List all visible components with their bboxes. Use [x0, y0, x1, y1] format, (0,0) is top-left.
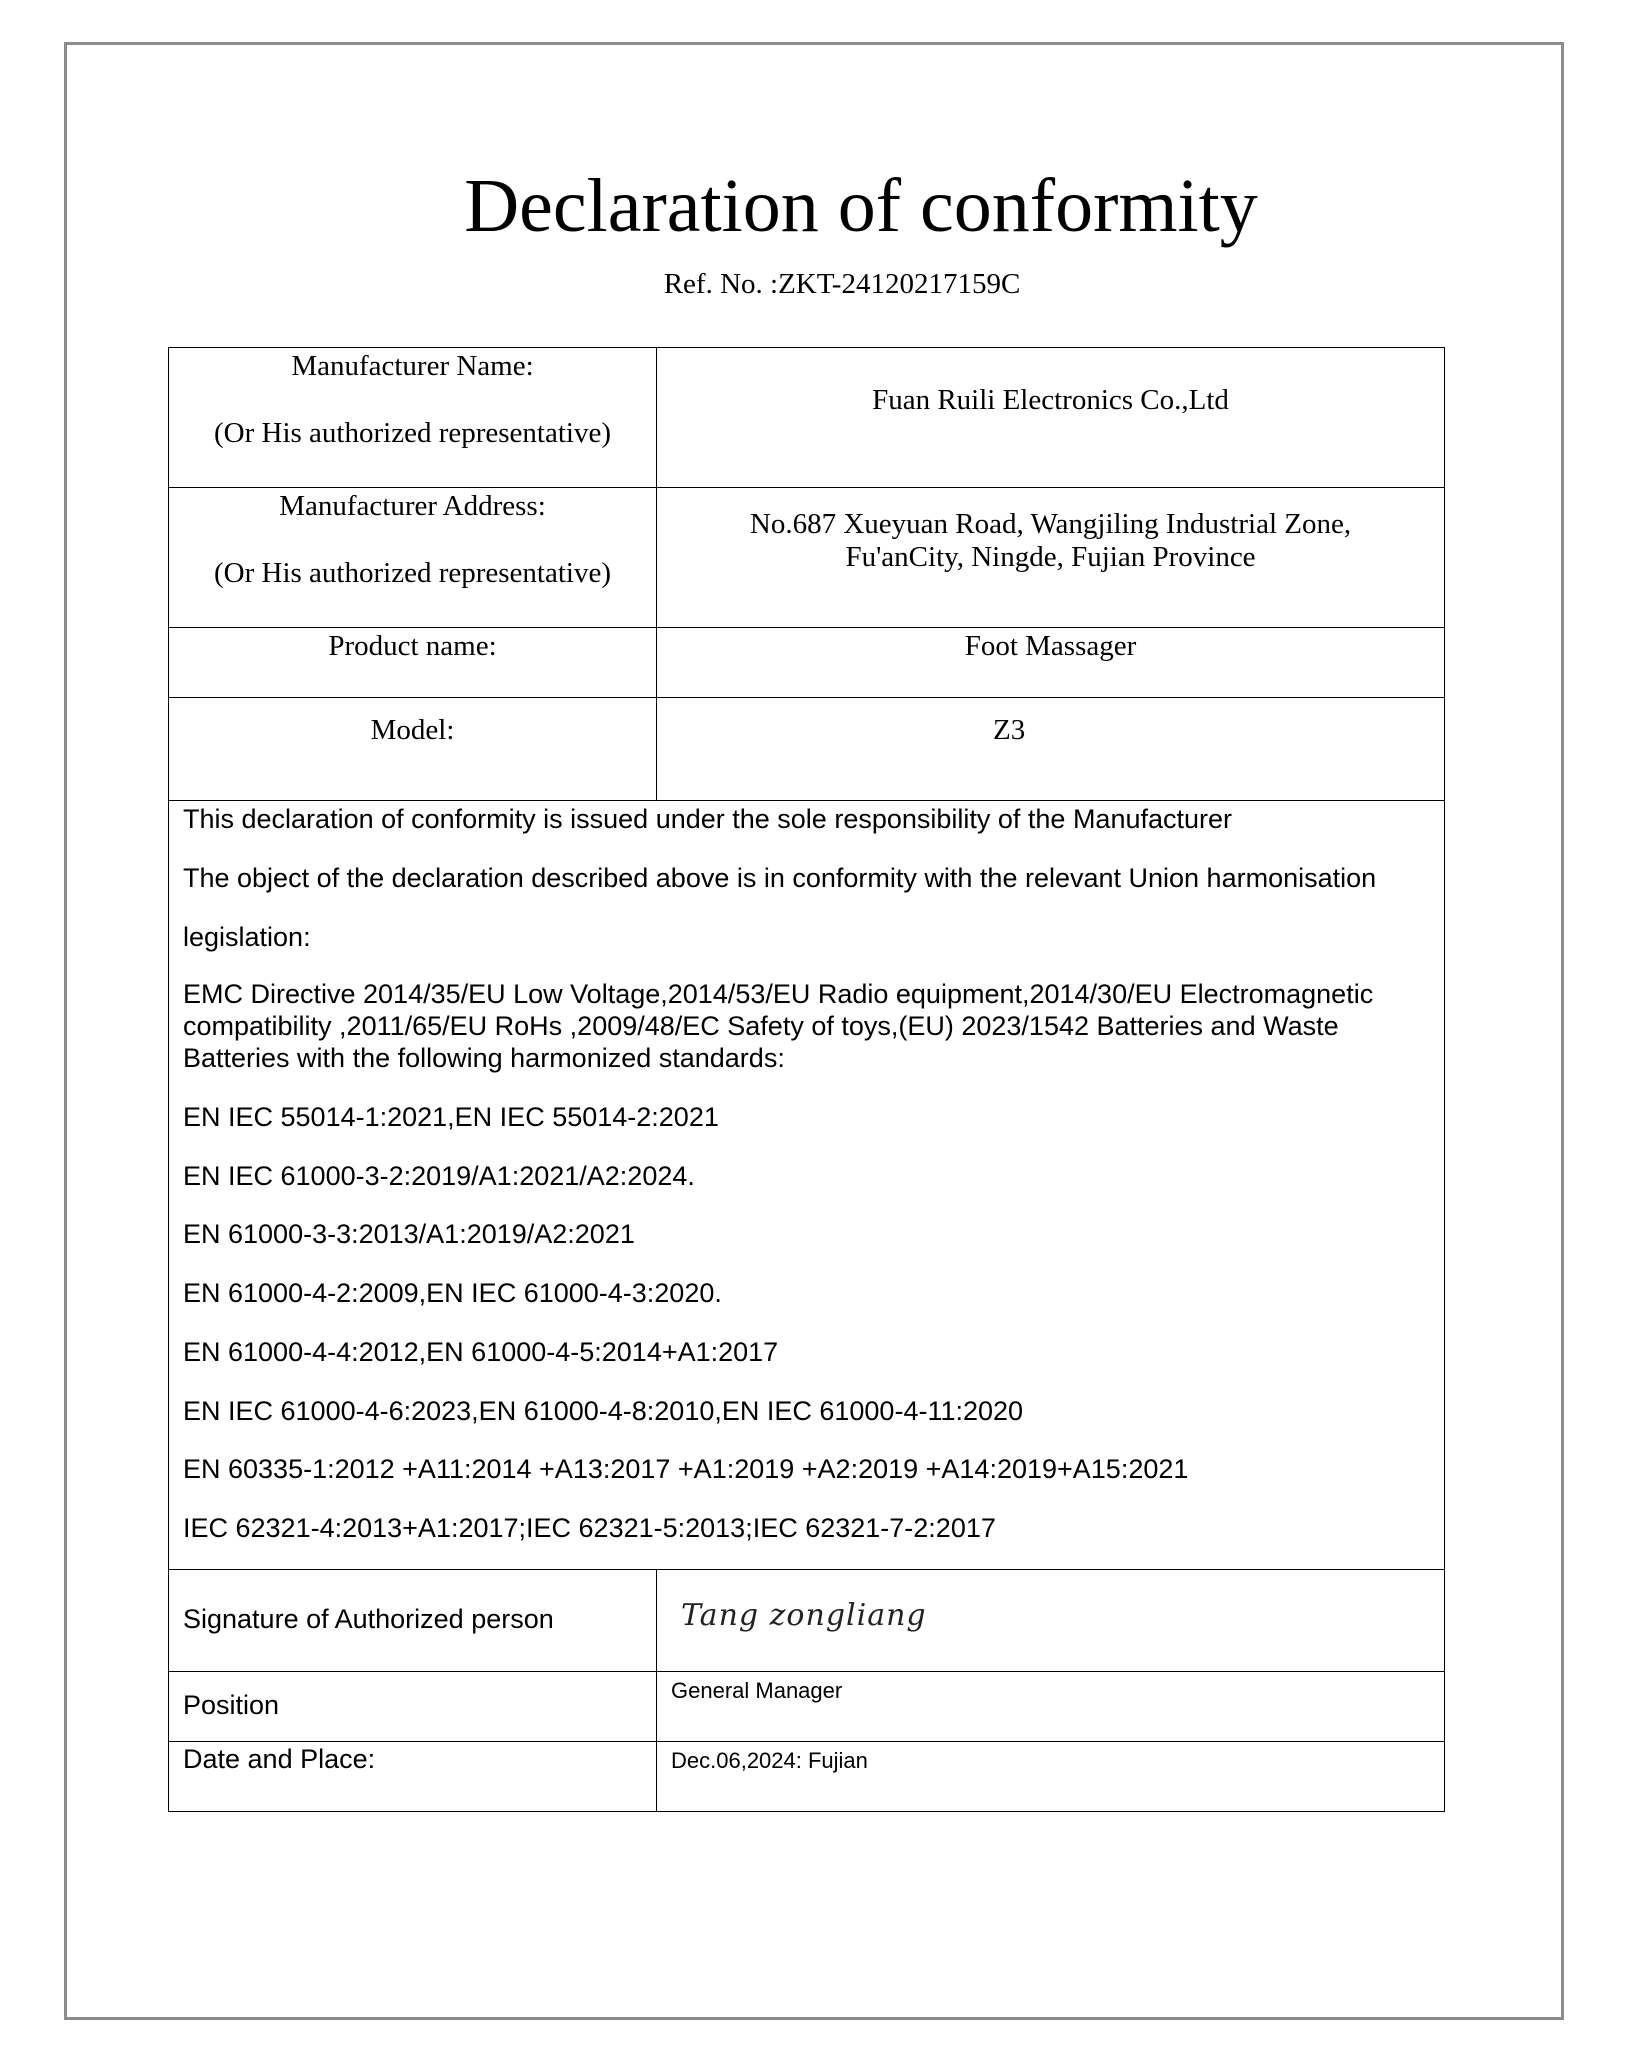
- date-place-row: [169, 1742, 1445, 1812]
- date-place-label-cell: [169, 1742, 657, 1812]
- directives-line-2: compatibility ,2011/65/EU RoHs ,2009/48/EC Safety of toys,(EU) 2023/1542 Batteries and Waste: [183, 1011, 1339, 1042]
- standard-item: EN 61000-4-2:2009,EN IEC 61000-4-3:2020.: [183, 1278, 722, 1309]
- manufacturer-address-row: [169, 488, 1445, 628]
- product-name-label: Product name:: [328, 630, 497, 662]
- date-place-value-cell: [657, 1742, 1445, 1812]
- document-title: Declaration of conformity: [464, 164, 1258, 248]
- position-label: Position: [183, 1690, 280, 1720]
- directives-paragraph: [183, 979, 1430, 1075]
- signature-value-cell: [657, 1570, 1445, 1672]
- manufacturer-name-label-cell: [169, 348, 657, 488]
- manufacturer-name-label: Manufacturer Name:: [291, 350, 534, 382]
- manufacturer-name-sublabel: (Or His authorized representative): [214, 417, 611, 449]
- model-value: Z3: [993, 714, 1026, 746]
- declaration-text-cell: [169, 801, 1445, 1570]
- position-value: General Manager: [671, 1678, 843, 1703]
- manufacturer-name-value-cell: [657, 348, 1445, 488]
- directives-line-3: Batteries with the following harmonized standards:: [183, 1042, 785, 1073]
- model-row: [169, 698, 1445, 801]
- signature-label: Signature of Authorized person: [183, 1604, 554, 1634]
- product-name-row: [169, 628, 1445, 698]
- manufacturer-address-label-cell: [169, 488, 657, 628]
- manufacturer-address-value-line1: No.687 Xueyuan Road, Wangjiling Industrial Zone,: [749, 508, 1352, 540]
- standard-item: EN IEC 61000-3-2:2019/A1:2021/A2:2024.: [183, 1160, 695, 1191]
- declaration-text-row: [169, 801, 1445, 1570]
- date-place-value: Dec.06,2024: Fujian: [671, 1748, 868, 1773]
- model-label: Model:: [370, 714, 455, 746]
- manufacturer-address-value-cell: [657, 488, 1445, 628]
- position-row: [169, 1672, 1445, 1742]
- manufacturer-address-value-line2: Fu'anCity, Ningde, Fujian Province: [845, 541, 1256, 573]
- product-name-value-cell: [657, 628, 1445, 698]
- product-name-value: Foot Massager: [964, 630, 1137, 662]
- standard-item: EN 60335-1:2012 +A11:2014 +A13:2017 +A1:2019 +A2:2019 +A14:2019+A15:2021: [183, 1454, 1189, 1485]
- standard-item: IEC 62321-4:2013+A1:2017;IEC 62321-5:2013;IEC 62321-7-2:2017: [183, 1513, 996, 1544]
- standard-item: EN 61000-3-3:2013/A1:2019/A2:2021: [183, 1219, 635, 1250]
- manufacturer-name-value: Fuan Ruili Electronics Co.,Ltd: [872, 384, 1229, 416]
- declaration-table: [168, 347, 1445, 1812]
- standard-item: EN 61000-4-4:2012,EN 61000-4-5:2014+A1:2017: [183, 1336, 779, 1367]
- manufacturer-address-label: Manufacturer Address:: [279, 490, 546, 522]
- model-value-cell: [657, 698, 1445, 801]
- model-label-cell: [169, 698, 657, 801]
- manufacturer-name-row: [169, 348, 1445, 488]
- position-value-cell: [657, 1672, 1445, 1742]
- directives-line-1: EMC Directive 2014/35/EU Low Voltage,2014/53/EU Radio equipment,2014/30/EU Electromagnetic: [183, 979, 1374, 1010]
- signature-row: [169, 1570, 1445, 1672]
- signature-label-cell: [169, 1570, 657, 1672]
- reference-number: Ref. No. :ZKT-24120217159C: [663, 268, 1021, 300]
- standard-item: EN IEC 55014-1:2021,EN IEC 55014-2:2021: [183, 1101, 719, 1132]
- product-name-label-cell: [169, 628, 657, 698]
- declaration-paragraph-3: legislation:: [183, 921, 311, 952]
- position-label-cell: [169, 1672, 657, 1742]
- date-place-label: Date and Place:: [183, 1744, 376, 1774]
- manufacturer-address-sublabel: (Or His authorized representative): [214, 557, 611, 589]
- declaration-paragraph-2: The object of the declaration described above is in conformity with the relevant Union harmonisation: [183, 862, 1377, 893]
- standard-item: EN IEC 61000-4-6:2023,EN 61000-4-8:2010,EN IEC 61000-4-11:2020: [183, 1395, 1024, 1426]
- declaration-paragraph-1: This declaration of conformity is issued under the sole responsibility of the Manufacturer: [183, 804, 1233, 834]
- handwritten-signature: Tang zongliang: [681, 1598, 927, 1633]
